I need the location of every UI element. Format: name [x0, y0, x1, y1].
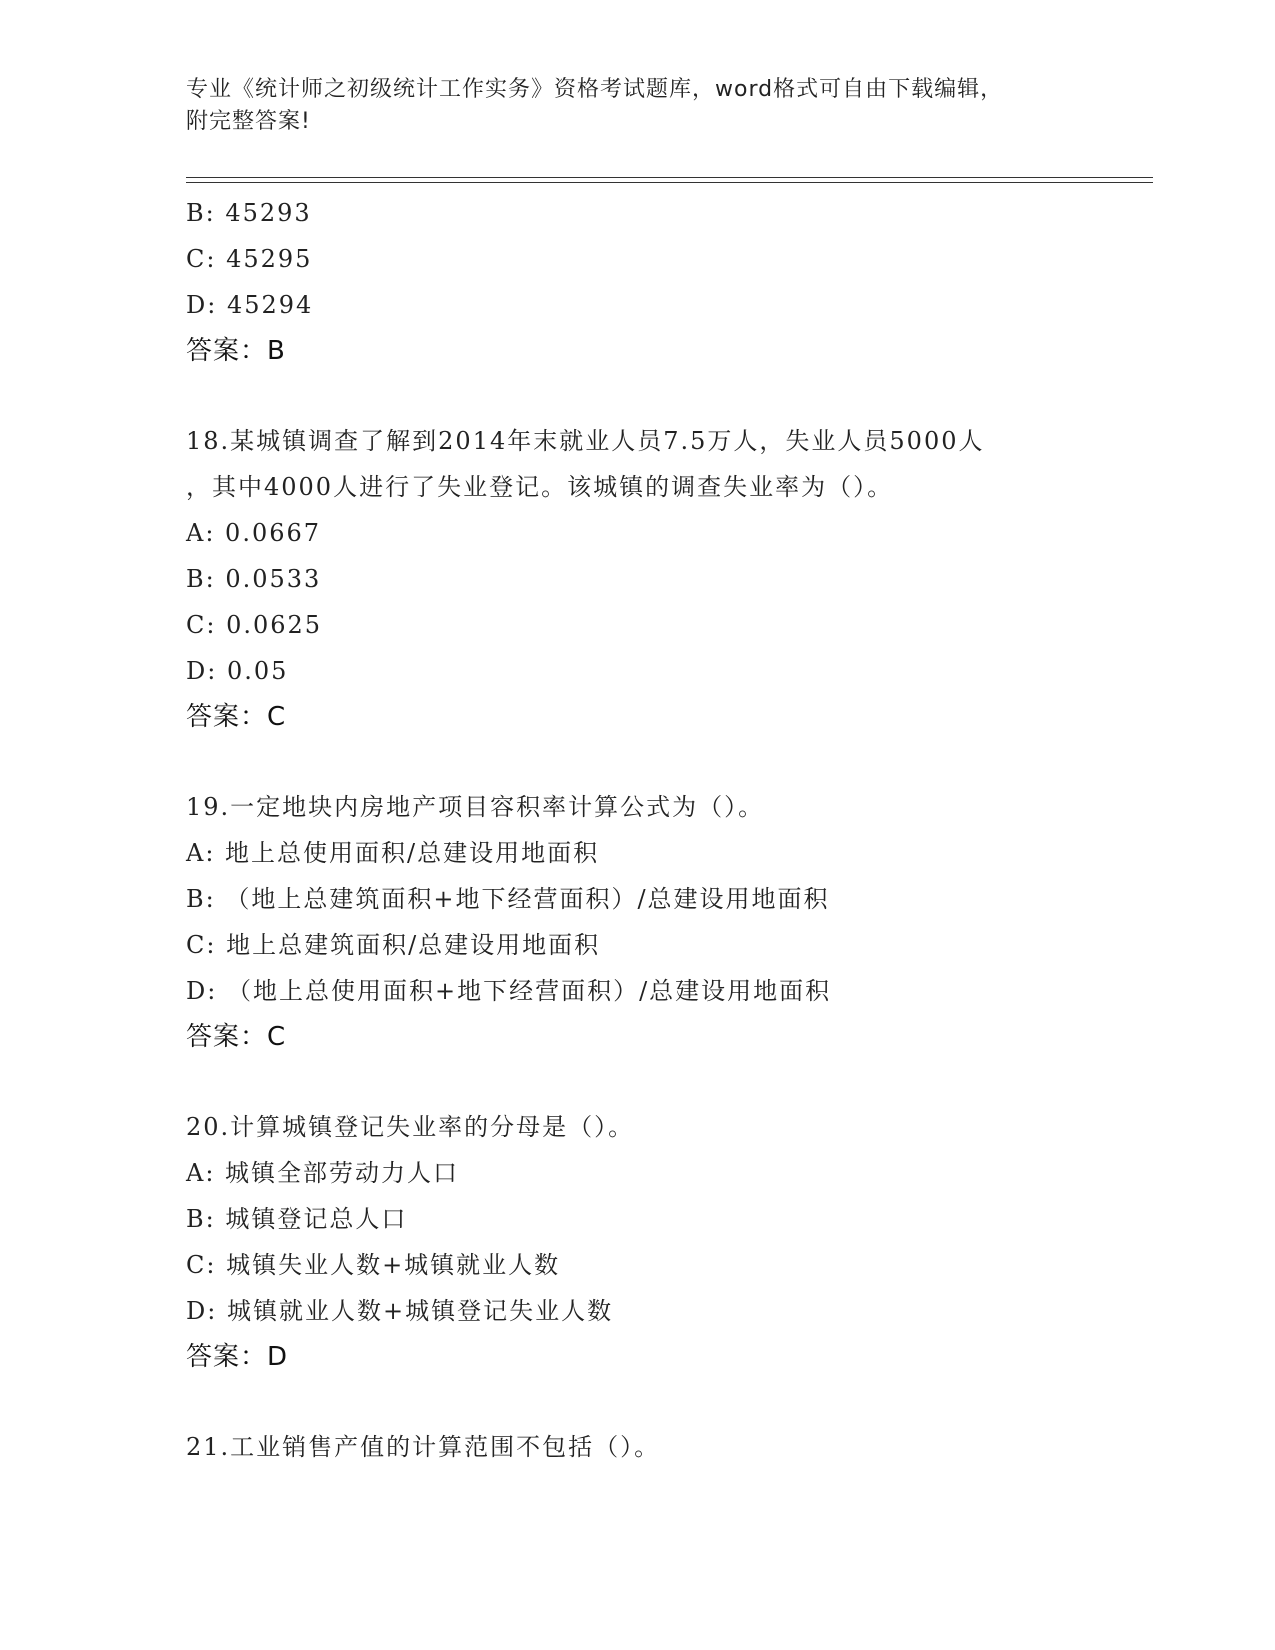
- option-a: A: 0.0667: [186, 519, 322, 547]
- question-21: [186, 1424, 1146, 1470]
- option-b: B: （地上总建筑面积+地下经营面积）/总建设用地面积: [186, 885, 830, 913]
- header-divider-top: [186, 177, 1153, 178]
- option-c: C: 45295: [186, 245, 313, 273]
- header-line-2: 附完整答案!: [186, 109, 311, 134]
- answer-line: 答案：D: [186, 1342, 289, 1372]
- question-20: [186, 1104, 1146, 1380]
- answer-line: 答案：C: [186, 702, 287, 732]
- page-header: [186, 74, 1086, 138]
- spacer: [186, 1380, 1146, 1424]
- question-18: [186, 418, 1146, 740]
- question-19: [186, 784, 1146, 1060]
- question-stem: 20.计算城镇登记失业率的分母是（）。: [186, 1113, 635, 1141]
- spacer: [186, 1060, 1146, 1104]
- option-a: A: 地上总使用面积/总建设用地面积: [186, 839, 600, 867]
- question-stem-continued: ，其中4000人进行了失业登记。该城镇的调查失业率为（）。: [186, 473, 894, 501]
- question-stem: 19.一定地块内房地产项目容积率计算公式为（）。: [186, 793, 765, 821]
- spacer: [186, 740, 1146, 784]
- option-c: C: 0.0625: [186, 611, 323, 639]
- option-c: C: 地上总建筑面积/总建设用地面积: [186, 931, 601, 959]
- question-17: [186, 190, 1146, 374]
- option-d: D: 45294: [186, 291, 314, 319]
- option-b: B: 0.0533: [186, 565, 322, 593]
- option-b: B: 城镇登记总人口: [186, 1205, 408, 1233]
- option-c: C: 城镇失业人数+城镇就业人数: [186, 1251, 561, 1279]
- header-divider-bottom: [186, 182, 1153, 183]
- question-stem: 18.某城镇调查了解到2014年末就业人员7.5万人，失业人员5000人: [186, 427, 985, 455]
- answer-line: 答案：B: [186, 336, 286, 366]
- option-d: D: （地上总使用面积+地下经营面积）/总建设用地面积: [186, 977, 832, 1005]
- option-b: B: 45293: [186, 199, 312, 227]
- spacer: [186, 374, 1146, 418]
- header-line-1: 专业《统计师之初级统计工作实务》资格考试题库，word格式可自由下载编辑，: [186, 77, 1004, 102]
- option-d: D: 城镇就业人数+城镇登记失业人数: [186, 1297, 614, 1325]
- option-a: A: 城镇全部劳动力人口: [186, 1159, 460, 1187]
- option-d: D: 0.05: [186, 657, 289, 685]
- question-list: [186, 190, 1146, 1470]
- question-stem: 21.工业销售产值的计算范围不包括（）。: [186, 1433, 661, 1461]
- answer-line: 答案：C: [186, 1022, 287, 1052]
